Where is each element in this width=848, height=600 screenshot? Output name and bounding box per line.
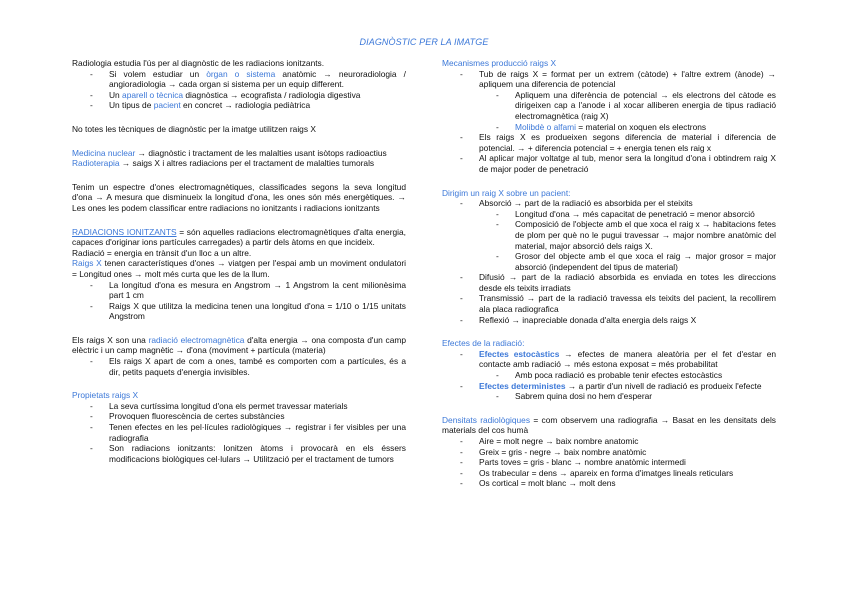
- list-item: - Efectes estocàstics → efectes de manera aleatòria per el fet d'estar en contacte amb radiació → més estona exposat = més probabilitat: [442, 349, 776, 370]
- densitats-text: Densitats radiològiques = com observem una radiografia → Basat en les densitats dels materials del cos humà: [442, 414, 776, 436]
- list-item: - Un aparell o tècnica diagnòstica → ecografista / radiologia digestiva: [72, 90, 406, 101]
- right-column: [442, 58, 776, 489]
- mecanismes-heading: Mecanismes producció raigs X: [442, 58, 557, 68]
- list-item: - Longitud d'ona → més capacitat de penetració = menor absorció: [442, 209, 776, 220]
- els-list: [72, 356, 406, 377]
- list-item: - La longitud d'ona es mesura en Angstrom → 1 Angstrom la cent milionèsima part 1 cm: [72, 280, 406, 301]
- list-item: - Absorció → part de la radiació es absorbida per el steixits: [442, 198, 776, 209]
- page-title: DIAGNÒSTIC PER LA IMATGE: [359, 37, 489, 47]
- raigs-list: [72, 280, 406, 322]
- els-raigs-text: Els raigs X son una radiació electromagnètica d'alta energia → ona composta d'un camp elèctric i un camp magnètic → d'ona (moviment + partícula (materia): [72, 334, 407, 356]
- list-item: - Difusió → part de la radiació absorbida es enviada en totes les direccions desde els teixits irradiats: [442, 272, 776, 293]
- list-item: - Raigs X que utilitza la medicina tenen una longitud d'ona = 1/10 o 1/15 unitats Angstrom: [72, 301, 406, 322]
- list-item: - Efectes deterministes → a partir d'un nivell de radiació es produeix l'efecte: [442, 381, 776, 392]
- list-item: - Reflexió → inapreciable donada d'alta energia dels raigs X: [442, 315, 776, 326]
- list-item: - Aire = molt negre → baix nombre anatomic: [442, 436, 776, 447]
- left-column: [72, 58, 406, 464]
- densitats-list: [442, 436, 776, 489]
- list-item: - Els raigs X apart de com a ones, també es comporten com a partícules, és a dir, petits paquets d'energia invisibles.: [72, 356, 406, 377]
- spectrum-text: Tenim un espectre d'ones electromagnètiques, classificades segons la seva longitud d'ona → A mesura que disminueix la longitud d'ona, les ones són més energètiques. → Les ones les podem classificar entre radiacions no ionitzants i radiacions ionitzants: [72, 181, 406, 213]
- radio-text: Radioterapia → saigs X i altres radiacions per el tractament de malalties tumorals: [72, 158, 375, 169]
- list-item: - Parts toves = gris - blanc → nombre anatòmic intermedi: [442, 457, 776, 468]
- list-item: - Os cortical = molt blanc → molt dens: [442, 478, 776, 489]
- list-item: - Son radiacions ionitzants: Ionitzen àtoms i provocarà en els éssers modificacions biològiques cel·lulars → Utilització per el tractament de tumors: [72, 443, 406, 464]
- list-item: - Tub de raigs X = format per un extrem (càtode) + l'altre extrem (ànode) → apliquem una diferencia de potencial: [442, 69, 776, 90]
- list-item: - Composició de l'objecte amb el que xoca el raig x → habitacions fetes de plom per què no le pugui travessar → major nombre anatòmic del material, major absorció dels raigs X.: [442, 219, 776, 251]
- list-item: - Si volem estudiar un òrgan o sistema anatòmic → neuroradiologia / angioradiologia → cada organ si sistema per un equip different.: [72, 69, 406, 90]
- not-all-text: No totes les tècniques de diagnòstic per la imatge utilitzen raigs X: [72, 123, 316, 134]
- list-item: - Apliquem una diferència de potencial → els electrons del càtode es dirigeixen cap a l'anode i al xocar alliberen energia de tipus radiació electromagnètica (raig X): [442, 90, 776, 122]
- list-item: - Greix = gris - negre → baix nombre anatòmic: [442, 447, 776, 458]
- dirigim-list: [442, 198, 776, 325]
- intro-text: Radiologia estudia l'ús per al diagnòstic de les radiacions ionitzants.: [72, 58, 325, 68]
- intro-list: [72, 69, 406, 111]
- list-item: - Amb poca radiació es probable tenir efectes estocàstics: [442, 370, 776, 381]
- list-item: - La seva curtíssima longitud d'ona els permet travessar materials: [72, 401, 406, 412]
- list-item: - Al aplicar major voltatge al tub, menor sera la longitud d'ona i obtindrem raig X de major poder de penetració: [442, 153, 776, 174]
- list-item: - Provoquen fluorescència de certes substàncies: [72, 411, 406, 422]
- propietats-heading: Propietats raigs X: [72, 390, 139, 401]
- mecanismes-list: [442, 69, 776, 175]
- propietats-list: [72, 401, 406, 465]
- list-item: - Els raigs X es produeixen segons diferencia de material i diferencia de potencial. → + diferencia potencial = + energia tenen els raig x: [442, 132, 776, 153]
- efectes-heading: Efectes de la radiació:: [442, 338, 525, 349]
- efectes-list: [442, 349, 776, 402]
- list-item: - Sabrem quina dosi no hem d'esperar: [442, 391, 776, 402]
- ionizing-text: RADIACIONS IONITZANTS = són aquelles radiacions electromagnètiques d'alta energia, capaces d'originar ions partícules carregades) a partir dels àtoms en que incideix.: [72, 226, 407, 248]
- nuclear-text: Medicina nuclear → diagnòstic i tractament de les malalties usant isòtops radioactius: [72, 147, 387, 158]
- dirigim-heading: Dirigim un raig X sobre un pacient:: [442, 187, 571, 198]
- raigs-text: Raigs X tenen característiques d'ones → viatgen per l'espai amb un moviment ondulatori = Longitud ones → molt més curta que les de la llum.: [72, 258, 407, 279]
- list-item: - Transmissió → part de la radiació travessa els teixits del pacient, la recollirem ala placa radiografica: [442, 293, 776, 314]
- list-item: - Un tipus de pacient en concret → radiologia pediàtrica: [72, 100, 406, 111]
- list-item: - Os trabecular = dens → apareix en forma d'imatges lineals reticulars: [442, 468, 776, 479]
- list-item: - Tenen efectes en les pel·lícules radiològiques → registrar i fer visibles per una radiografia: [72, 422, 406, 443]
- list-item: - Grosor del objecte amb el que xoca el raig → major grosor = major absorció (independent del tipus de material): [442, 251, 776, 272]
- list-item: - Molibdè o alfami = material on xoquen els electrons: [442, 122, 776, 133]
- radiacio-text: Radiació = energia en trànsit d'un lloc a un altre.: [72, 247, 252, 258]
